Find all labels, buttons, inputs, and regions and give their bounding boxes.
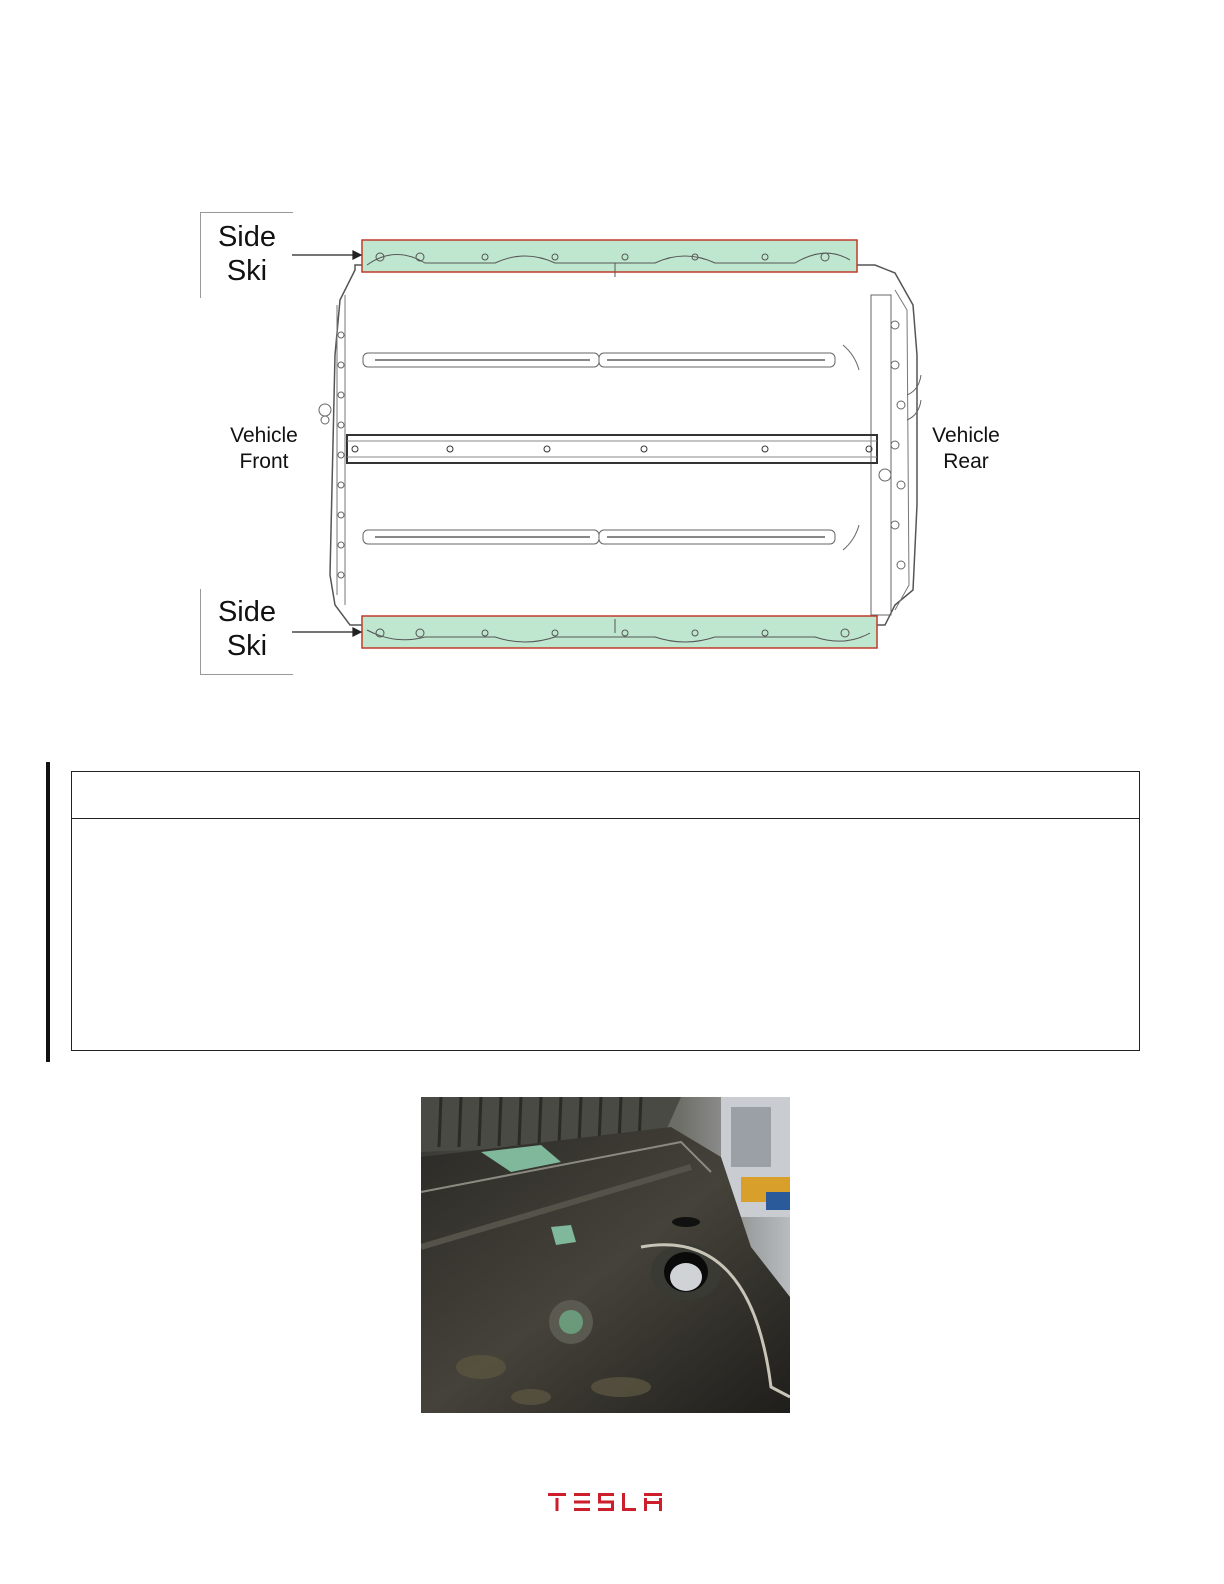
callout-bottom-line1: Side bbox=[217, 596, 277, 628]
battery-pack-drawing bbox=[195, 205, 1025, 685]
side-ski-photo-drawing bbox=[421, 1097, 790, 1413]
callout-bottom-line2: Ski bbox=[226, 630, 268, 662]
note-header bbox=[72, 772, 1139, 819]
vehicle-front-label: Vehicle Front bbox=[230, 424, 298, 473]
side-ski-callout-bottom bbox=[200, 589, 293, 675]
side-ski-callout-top bbox=[200, 212, 293, 298]
callout-top-line2: Ski bbox=[226, 255, 268, 287]
change-bar bbox=[46, 762, 50, 1062]
callout-top-line1: Side bbox=[217, 221, 277, 253]
note-box bbox=[71, 771, 1140, 1051]
side-ski-photo bbox=[421, 1097, 790, 1413]
tesla-wordmark bbox=[548, 1492, 664, 1512]
battery-pack-diagram bbox=[195, 205, 1025, 685]
vehicle-rear-label: Vehicle Rear bbox=[932, 424, 1000, 473]
tesla-logo bbox=[548, 1492, 664, 1512]
